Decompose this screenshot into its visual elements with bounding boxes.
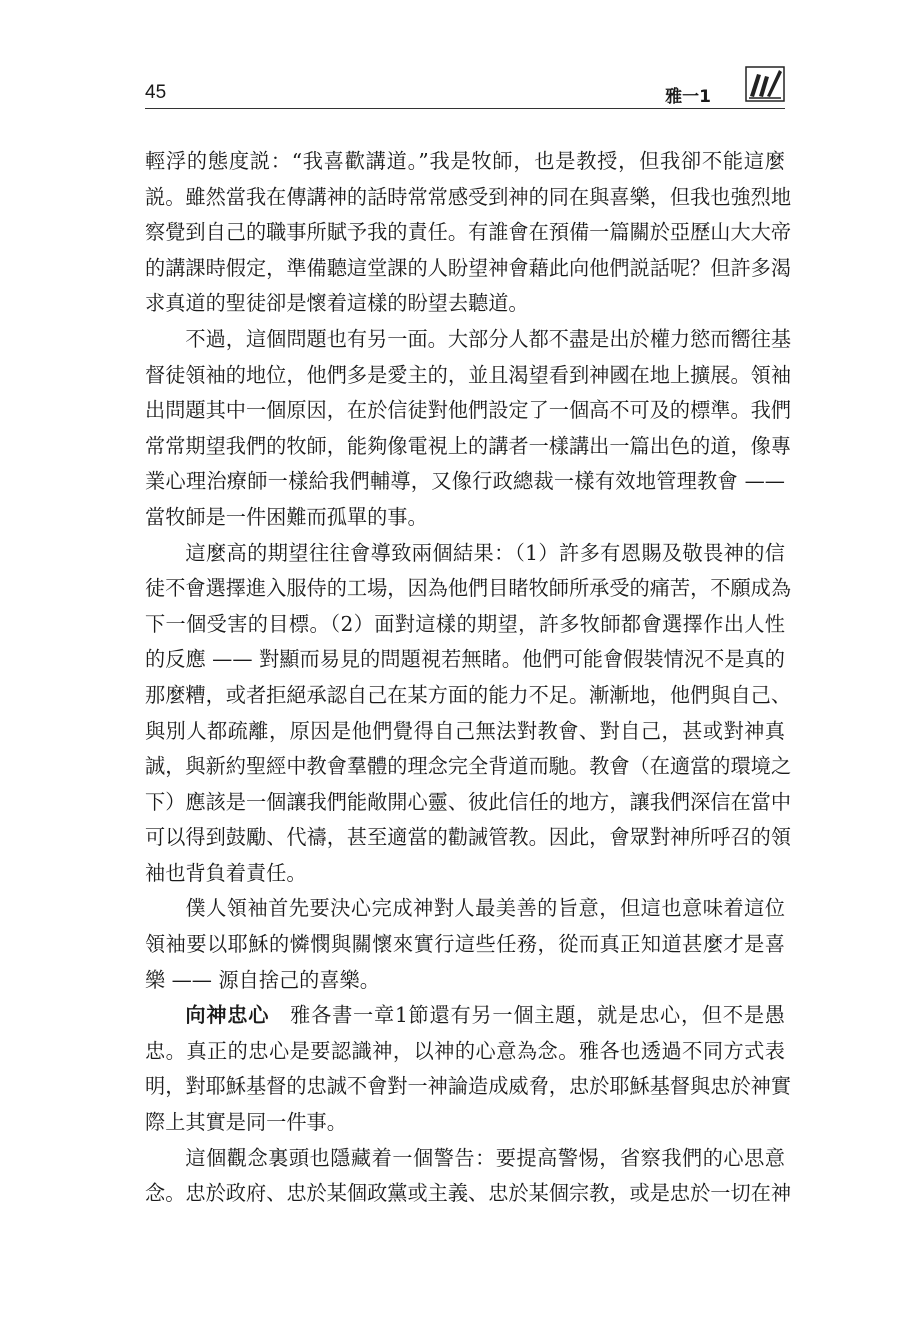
text-line: 不過，這個問題也有另一面。大部分人都不盡是出於權力慾而嚮往基 [185, 326, 792, 351]
paragraph [145, 144, 792, 322]
text-line: 忠。真正的忠心是要認識神，以神的心意為念。雅各也透過不同方式表 [145, 1038, 785, 1063]
paragraph [145, 1141, 792, 1212]
book-pen-logo-icon [745, 66, 785, 102]
paragraph [145, 322, 792, 536]
text-line: 輕浮的態度説：“我喜歡講道。”我是牧師，也是教授，但我卻不能這麼 [145, 149, 785, 173]
page-number: 45 [145, 82, 167, 103]
text-line: 當牧師是一件困難而孤單的事。 [145, 504, 428, 529]
paragraph [145, 891, 785, 998]
text-line: 下）應該是一個讓我們能敞開心靈、彼此信任的地方，讓我們深信在當中 [145, 789, 792, 814]
text-line: 的講課時假定，準備聽這堂課的人盼望神會藉此向他們説話呢？但許多渴 [145, 255, 792, 280]
text-line: 這麼高的期望往往會導致兩個結果：（1）許多有恩賜及敬畏神的信 [185, 540, 785, 565]
text-line: 的反應 —— 對顯而易見的問題視若無睹。他們可能會假裝情況不是真的 [145, 647, 785, 672]
running-head: 雅一1 [665, 87, 711, 107]
body-text [145, 144, 792, 1212]
text-line: 袖也背負着責任。 [145, 860, 307, 885]
text-line: 常常期望我們的牧師，能夠像電視上的講者一樣講出一篇出色的道，像專 [145, 433, 792, 458]
text-line: 説。雖然當我在傳講神的話時常常感受到神的同在與喜樂，但我也強烈地 [145, 184, 792, 209]
text-line: 與別人都疏離，原因是他們覺得自己無法對教會、對自己，甚或對神真 [145, 718, 785, 743]
text-line: 誠，與新約聖經中教會羣體的理念完全背道而馳。教會（在適當的環境之 [145, 754, 792, 779]
header-rule [145, 108, 785, 109]
text-line: 徒不會選擇進入服侍的工場，因為他們目睹牧師所承受的痛苦，不願成為 [145, 576, 792, 601]
text-line: 領袖要以耶穌的憐憫與關懷來實行這些任務，從而真正知道甚麼才是喜 [145, 932, 785, 957]
text-line: 明，對耶穌基督的忠誠不會對一神論造成威脅，忠於耶穌基督與忠於神實 [145, 1074, 792, 1099]
text-line: 出問題其中一個原因，在於信徒對他們設定了一個高不可及的標準。我們 [145, 398, 792, 423]
page-header [145, 62, 785, 110]
text-line: 際上其實是同一件事。 [145, 1110, 347, 1135]
text-line: 這個觀念裏頭也隱藏着一個警告：要提高警惕，省察我們的心思意 [185, 1145, 785, 1170]
text-line: 察覺到自己的職事所賦予我的責任。有誰會在預備一篇關於亞歷山大大帝 [145, 220, 792, 245]
text-line: 下一個受害的目標。（2）面對這樣的期望，許多牧師都會選擇作出人性 [145, 611, 785, 636]
text-line: 可以得到鼓勵、代禱，甚至適當的勸誡管教。因此，會眾對神所呼召的領 [145, 825, 792, 850]
text-line: 求真道的聖徒卻是懷着這樣的盼望去聽道。 [145, 291, 529, 316]
text-line: 僕人領袖首先要決心完成神對人最美善的旨意，但這也意味着這位 [185, 896, 785, 921]
text-run: 雅各書一章1節還有另一個主題，就是忠心，但不是愚 [269, 1003, 785, 1028]
text-line [145, 998, 785, 1034]
text-line: 督徒領袖的地位，他們多是愛主的，並且渴望看到神國在地上擴展。領袖 [145, 362, 792, 387]
text-line: 那麼糟，或者拒絕承認自己在某方面的能力不足。漸漸地，他們與自己、 [145, 682, 792, 707]
text-line: 樂 —— 源自捨己的喜樂。 [145, 967, 380, 992]
text-line: 念。忠於政府、忠於某個政黨或主義、忠於某個宗教，或是忠於一切在神 [145, 1181, 792, 1206]
text-line: 業心理治療師一樣給我們輔導，又像行政總裁一樣有效地管理教會 —— [145, 469, 785, 494]
section-lead-heading: 向神忠心 [185, 1003, 270, 1028]
paragraph [145, 536, 792, 892]
paragraph [145, 998, 792, 1140]
